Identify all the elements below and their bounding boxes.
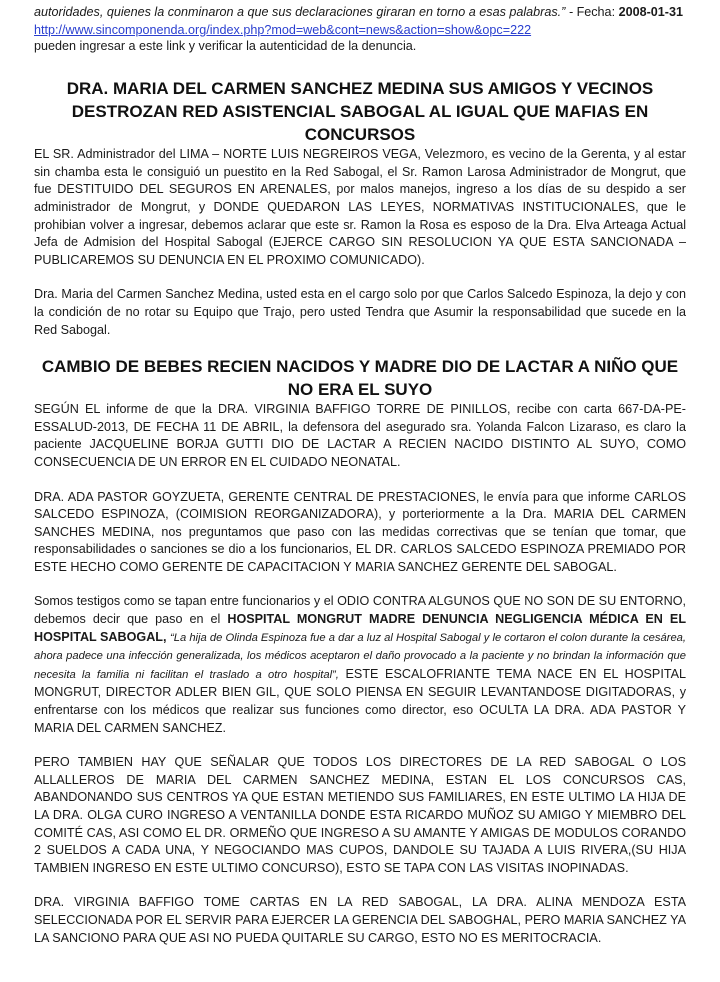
p3-quote: “La hija de Olinda Espinoza fue a dar a luz al Hospital Sabogal y le cortaron el colon durante la cesárea, ahora padece una infección generalizada, los médicos aceptaron el daño provocado a la paciente y no brindan la información que necesita la familia ni facilitan el traslado a otro hospital”, [34,631,687,681]
section1-paragraph-2: Dra. Maria del Carmen Sanchez Medina, usted esta en el cargo solo por que Carlos Salcedo Espinoza, la dejo y con la condición de no rotar su Equipo que Trajo, pero usted Tendra que Asumir la responsabilidad que sucede en la Red Sabogal. [34,287,686,337]
source-link[interactable]: http://www.sincomponenda.org/index.php?mod=web&cont=news&action=show&opc=222 [34,22,532,37]
p3-rest: ESTE ESCALOFRIANTE TEMA NACE EN EL HOSPITAL MONGRUT, DIRECTOR ADLER BIEN GIL, QUE SOLO PIENSA EN SEGUIR LEVANTANDOSE DIGITADORAS, y enfrentarse con los médicos que realizar sus funciones como director, eso OCULTA LA DRA. ADA PASTOR Y MARIA DEL CARMEN SANCHEZ. [34,666,686,735]
section2-title: CAMBIO DE BEBES RECIEN NACIDOS Y MADRE DIO DE LACTAR A NIÑO QUE NO ERA EL SUYO [41,357,679,400]
link-note: pueden ingresar a este link y verificar la autenticidad de la denuncia. [34,38,417,53]
fecha-label: Fecha: [576,5,616,19]
section2-paragraph-1: SEGÚN EL informe de que la DRA. VIRGINIA BAFFIGO TORRE DE PINILLOS, recibe con carta 667-DA-PE-ESSALUD-2013, DE FECHA 11 DE ABRIL, la defensora del asegurado sra. Yolanda Falcon Lizaraso, es claro la paciente JACQUELINE BORJA GUTTI DIO DE LACTAR A RECIEN NACIDO DISTINTO AL SUYO, COMO CONSECUENCIA DE UN ERROR EN EL CUIDADO NEONATAL. [34,402,686,469]
top-paragraph [34,4,686,22]
section2-paragraph-4: PERO TAMBIEN HAY QUE SEÑALAR QUE TODOS LOS DIRECTORES DE LA RED SABOGAL O LOS ALLALLEROS DE MARIA DEL CARMEN SANCHEZ MEDINA, ESTAN EL LOS CONCURSOS CAS, ABANDONANDO SUS CENTROS YA QUE ESTAN METIENDO SUS FAMILIARES, EN ESTE ULTIMO LA HIJA DE LA DRA. OLGA CURO INGRESO A VENTANILLA DONDE ESTA RICARDO MUÑOZ SU AMIGO Y MIEMBRO DEL COMITÉ CAS, ASI COMO EL DR. ORMEÑO QUE INGRESO A SU AMANTE Y AMIGAS DE MODULOS CORANDO 2 SUELDOS A CADA UNA, Y NEGOCIANDO MAS CUPOS, DANDOLE SU TAJADA A LUIS RIVERA,(SU HIJA TAMBIEN INGRESO EN ESTE ULTIMO CONCURSO), ESTO SE TAPA CON LAS VISITAS INOPINADAS. [34,755,686,875]
section1-title: DRA. MARIA DEL CARMEN SANCHEZ MEDINA SUS AMIGOS Y VECINOS DESTROZAN RED ASISTENCIAL SABOGAL AL IGUAL QUE MAFIAS EN CONCURSOS [66,79,654,145]
section2-paragraph-5: DRA. VIRGINIA BAFFIGO TOME CARTAS EN LA RED SABOGAL, LA DRA. ALINA MENDOZA ESTA SELECCIONADA POR EL SERVIR PARA EJERCER LA GERENCIA DEL SABOGHAL, PERO MARIA SANCHEZ YA LA SANCIONO PARA QUE ASI NO PUEDA QUITARLE SU CARGO, ESTO NO ES MERITOCRACIA. [34,895,686,945]
p3-intro: Somos testigos como se tapan entre funcionarios y el ODIO CONTRA ALGUNOS QUE NO SON DE SU ENTORNO, debemos decir que paso en el [34,594,686,627]
section2-paragraph-3 [34,593,686,737]
p3-headline: HOSPITAL MONGRUT MADRE DENUNCIA NEGLIGENCIA MÉDICA EN EL HOSPITAL SABOGAL, [34,612,687,644]
fecha-value: 2008-01-31 [618,5,683,19]
quote-tail: autoridades, quienes la conminaron a que sus declaraciones giraran en torno a esas palabras.” - [34,5,574,19]
section2-paragraph-2: DRA. ADA PASTOR GOYZUETA, GERENTE CENTRAL DE PRESTACIONES, le envía para que informe CARLOS SALCEDO ESPINOZA, (COIMISION REORGANIZADORA), y porteriormente a la Dra. MARIA DEL CARMEN SANCHES MEDINA, nos preguntamos que paso con las medidas correctivas que se tenían que tomar, que responsabilidades o sanciones se dio a los funcionarios, EL DR. CARLOS SALCEDO ESPINOZA PREMIADO POR ESTE HECHO COMO GERENTE DE CAPACITACION Y MARIA SANCHEZ GERENTE DEL SABOGAL. [34,489,686,574]
section1-paragraph-1: EL SR. Administrador del LIMA – NORTE LUIS NEGREIROS VEGA, Velezmoro, es vecino de la Gerenta, y al estar sin chamba esta le consiguió un puestito en la Red Sabogal, el Sr. Ramon Larosa Administrador de Mongrut, que fue DESTITUIDO DEL SEGUROS EN ARENALES, por malos manejos, ingreso a los días de su despido a ser administrador de Mongrut, y DONDE QUEDARON LAS LEYES, NORMATIVAS INSTITUCIONALES, que le prohibian volver a ingresar, debemos aclarar que este sr. Ramon la Rosa es esposo de la Dra. Elva Arteaga Actual Jefa de Admision del Hospital Sabogal (EJERCE CARGO SIN RESOLUCION YA QUE ESTA SANCIONADA – PUBLICAREMOS SU DENUNCIA EN EL PROXIMO COMUNICADO). [34,147,686,267]
